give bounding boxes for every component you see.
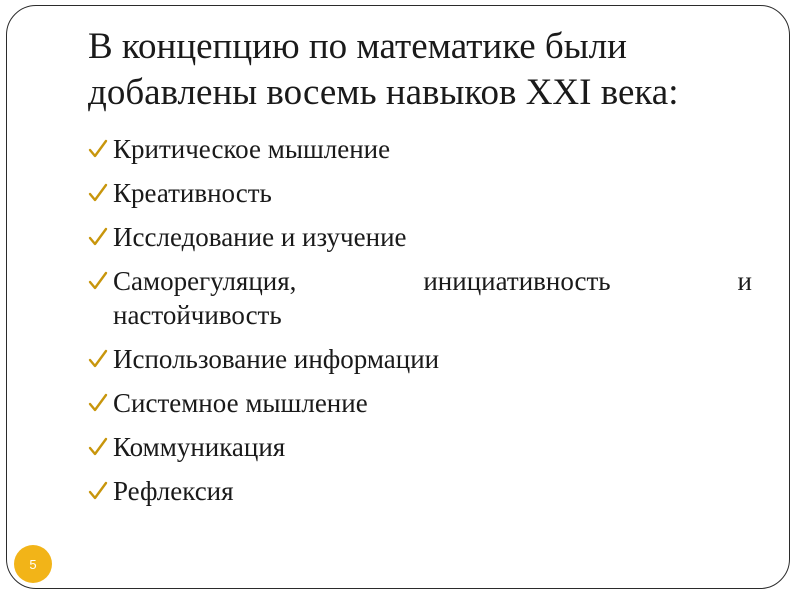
skill-item (88, 386, 752, 420)
check-icon (88, 348, 108, 370)
slide-title: В концепцию по математике были добавлены восемь навыков XXI века: (88, 26, 679, 113)
check-icon (88, 226, 108, 248)
skill-item (88, 132, 752, 166)
skill-text: Критическое мышление (113, 134, 391, 164)
skill-text-line-2: настойчивость (113, 300, 282, 330)
skill-item (88, 474, 752, 508)
check-icon (88, 480, 108, 502)
page-number-badge: 5 (14, 545, 52, 583)
skill-text: Системное мышление (113, 388, 368, 418)
check-icon (88, 182, 108, 204)
skill-text: Креативность (113, 178, 272, 208)
skill-list (88, 132, 752, 518)
skill-item (88, 342, 752, 376)
skill-word: инициативность (423, 266, 611, 296)
skill-word: и (737, 266, 752, 296)
skill-text-line-1 (113, 264, 752, 298)
skill-item (88, 176, 752, 210)
skill-item (88, 430, 752, 464)
skill-text: Рефлексия (113, 476, 234, 506)
check-icon (88, 436, 108, 458)
check-icon (88, 392, 108, 414)
check-icon (88, 270, 108, 292)
skill-text: Использование информации (113, 344, 440, 374)
skill-item (88, 220, 752, 254)
skill-item (88, 264, 752, 332)
skill-text: Коммуникация (113, 432, 286, 462)
skill-text: Исследование и изучение (113, 222, 407, 252)
skill-word: Саморегуляция, (113, 266, 297, 296)
check-icon (88, 138, 108, 160)
